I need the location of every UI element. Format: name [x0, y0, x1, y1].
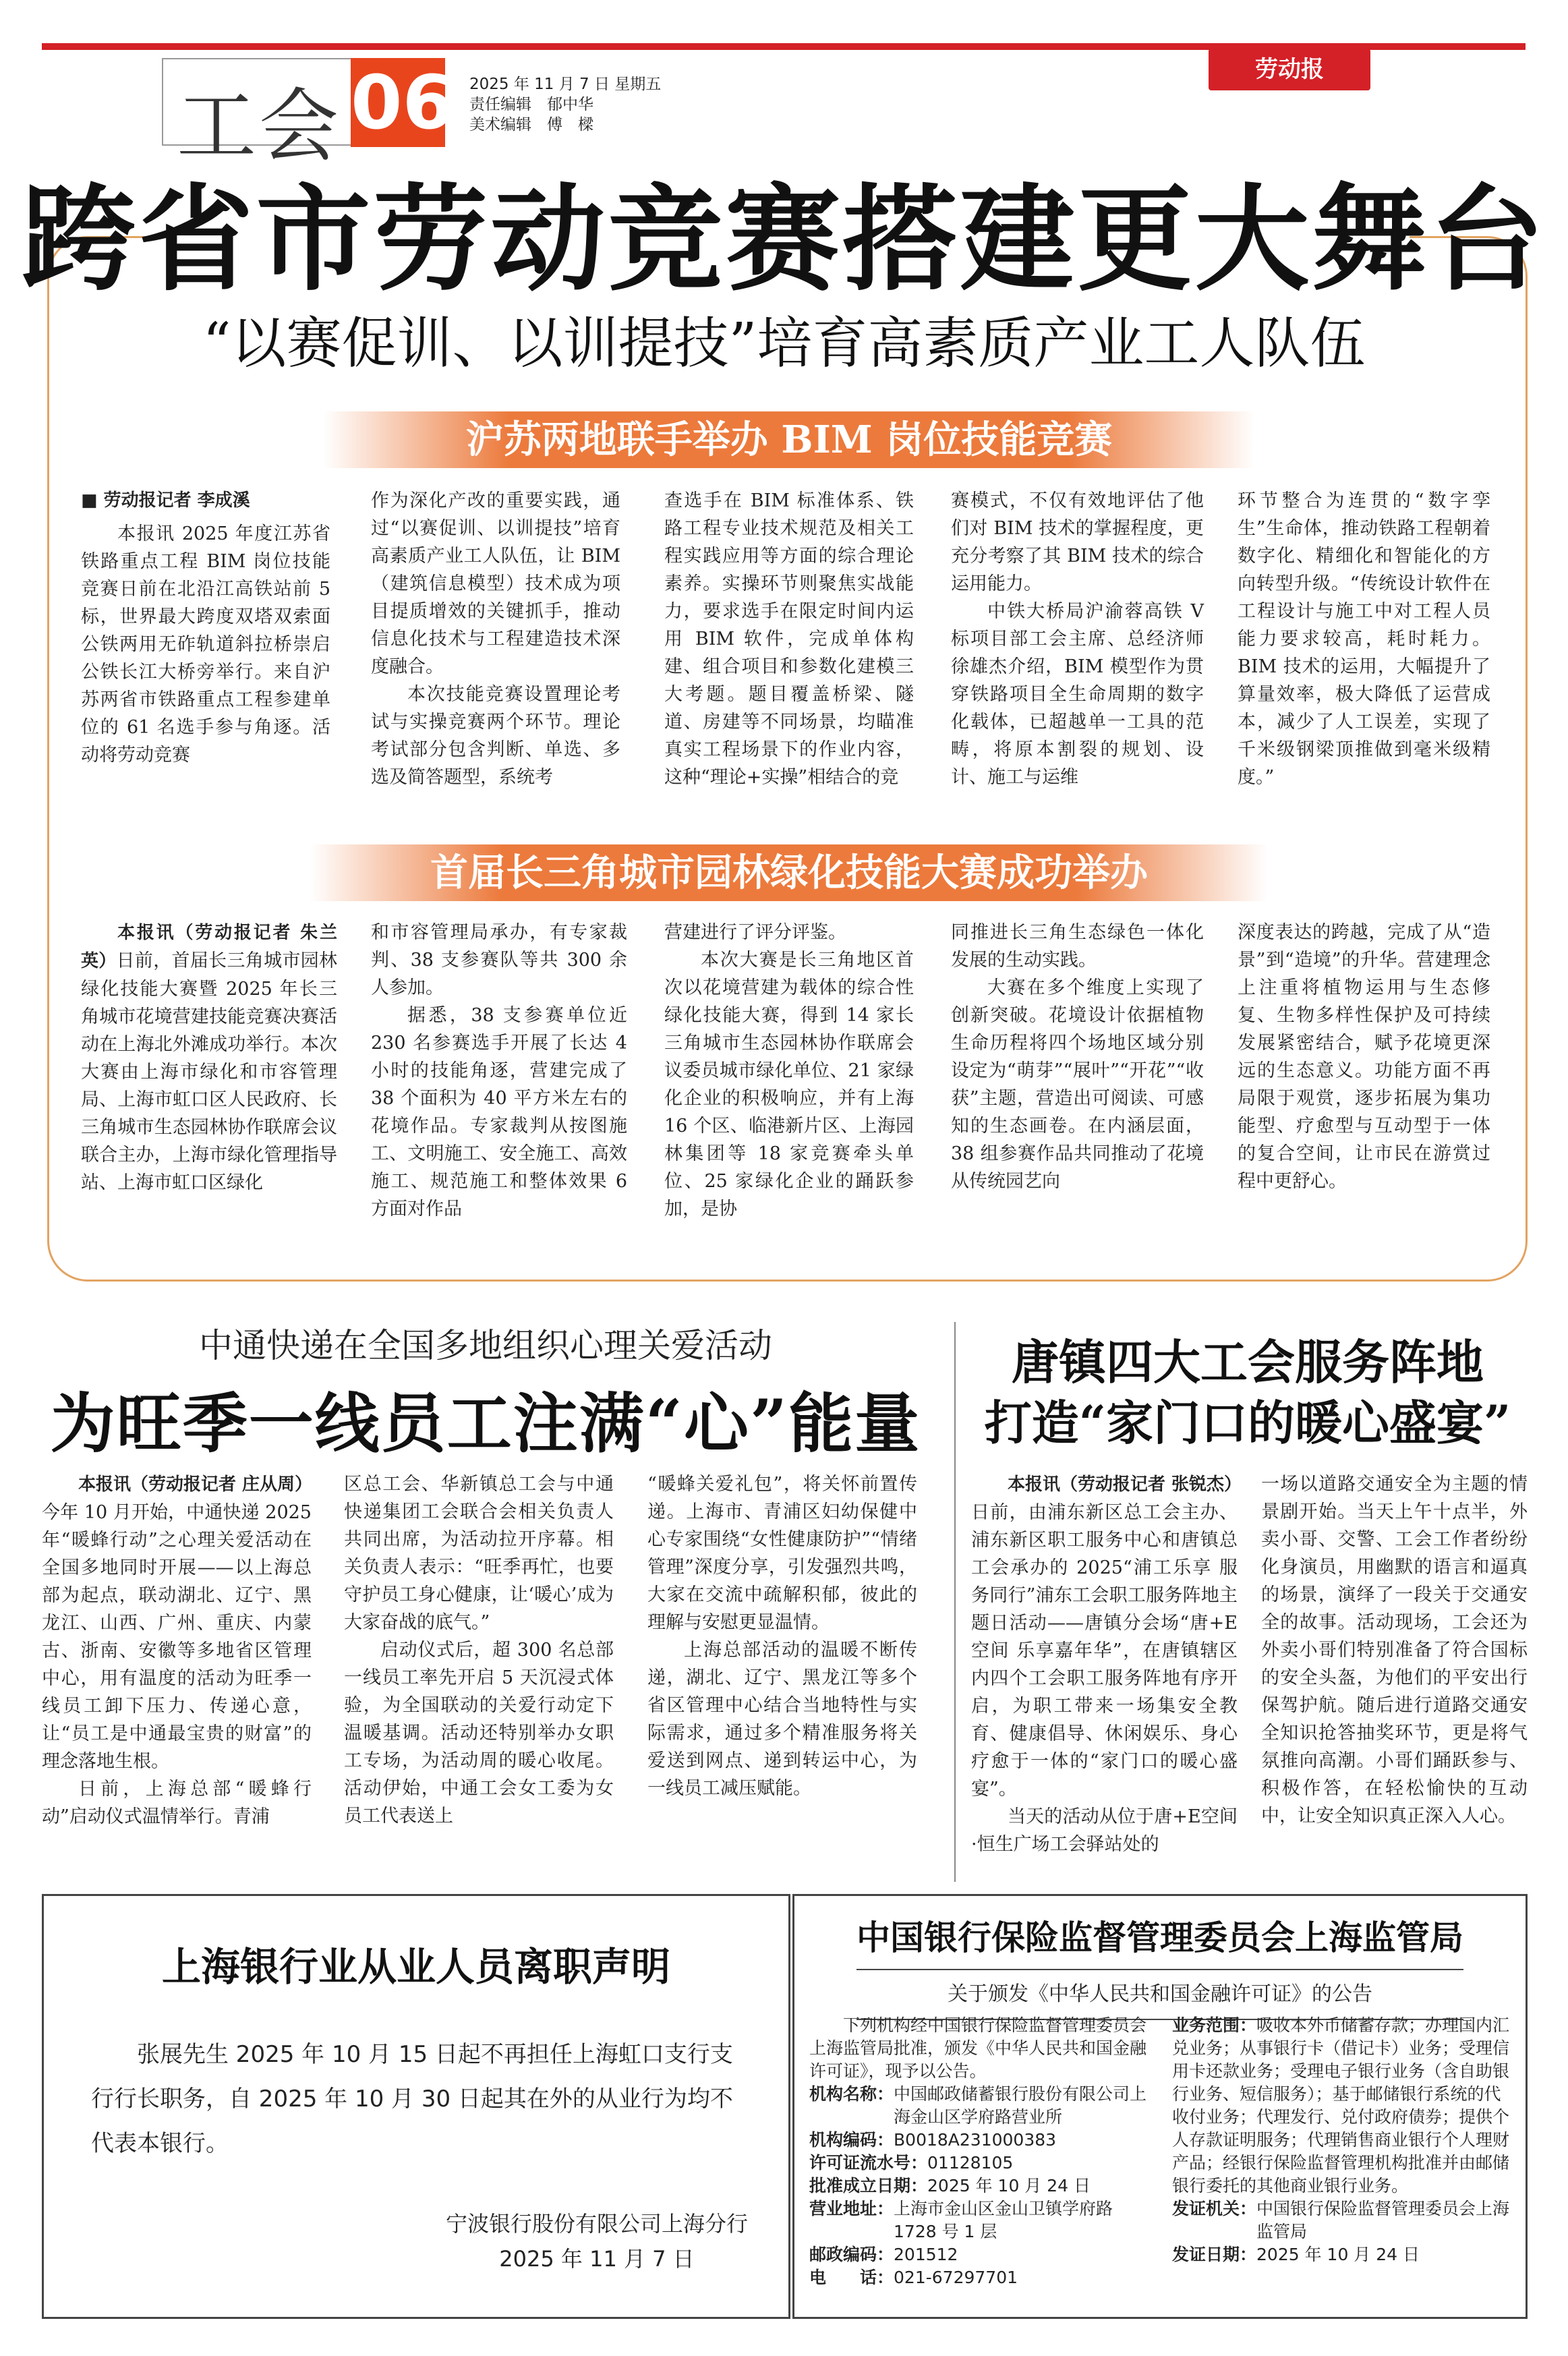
story1-byline: ■ 劳动报记者 李成溪	[81, 490, 250, 511]
story4-col2: 一场以道路交通安全为主题的情景剧开始。当天上午十点半，外卖小哥、交警、工会工作者纷纷化身演员，用幽默的语言和逼真的场景，演绎了一段关于交通安全的故事。活动现场，工会还为外卖小哥们特别准备了符合国标的安全头盔，为他们的平安出行保驾护航。随后进行道路交通安全知识抢答抽奖环节，更是将气氛推向高潮。小哥们踊跃参与、积极作答，在轻松愉快的互动中，让安全知识真正深入人心。	[1261, 1474, 1528, 1827]
ad2-subtitle: 关于颁发《中华人民共和国金融许可证》的公告	[948, 1982, 1372, 2006]
story2-col4: 同推进长三角生态绿色一体化发展的生动实践。 大赛在多个维度上实现了创新突破。花境设计依据植物生命历程将四个场地区域分别设定为“萌芽”“展叶”“开花”“收获”主题，营造出可阅读、可感知的生态画卷。在内涵层面，38 组参赛作品共同推动了花境从传统园艺向	[951, 922, 1204, 1192]
story4-col1: 本报讯（劳动报记者 张锐杰）日前，由浦东新区总工会主办、浦东新区职工服务中心和唐镇总工会承办的 2025“浦工乐享 服务同行”浦东工会职工服务阵地主题日活动——唐镇分会场“唐+E 空间 乐享嘉年华”，在唐镇辖区内四个工会职工服务阵地有序开启，为职工带来一场集安全教育、健康倡导、休闲娱乐、身心疗愈于一体的“家门口的暖心盛宴”。 当天的活动从位于唐+E空间·恒生广场工会驿站处的	[971, 1474, 1242, 1855]
column-divider	[954, 1322, 956, 1882]
story1-band: 沪苏两地联手举办 BIM 岗位技能竞赛	[324, 411, 1254, 468]
story2-col2: 和市容管理局承办，有专家裁判、38 支参赛队等共 300 余人参加。 据悉，38 支参赛单位近 230 名参赛选手开展了长达 4 小时的技能角逐，营建完成了 38 个面积为 40 平方米左右的花境作品。专家裁判从按图施工、文明施工、安全施工、高效施工、规范施工和整体效果 6 方面对作品	[371, 922, 627, 1219]
story2-band: 首届长三角城市园林绿化技能大赛成功举办	[310, 844, 1268, 901]
story3-kicker: 中通快递在全国多地组织心理关爱活动	[199, 1326, 772, 1365]
story4-byline: 本报讯（劳动报记者 张锐杰）	[1008, 1474, 1242, 1495]
story1-col3: 查选手在 BIM 标准体系、铁路工程专业技术规范及相关工程实践应用等方面的综合理论素养。实操环节则聚焦实战能力，要求选手在限定时间内运用 BIM 软件，完成单体构建、组合项目和参数化建模三大考题。题目覆盖桥梁、隧道、房建等不同场景，均瞄准真实工程场景下的作业内容，这种“理论+实操”相结合的竞	[664, 490, 914, 788]
ad2-field-row: 许可证流水号： 01128105	[809, 2153, 1014, 2173]
editor: 责任编辑 郁中华	[469, 96, 593, 113]
story4-headline: 唐镇四大工会服务阵地 打造“家门口的暖心盛宴”	[984, 1334, 1511, 1451]
ad2-field-row: 邮政编码： 201512	[809, 2245, 958, 2264]
story2-col5: 深度表达的跨越，完成了从“造景”到“造境”的升华。营建理念上注重将植物运用与生态修复、生物多样性保护及可持续发展紧密结合，赋予花境更深远的生态意义。功能方面不再局限于观赏，逐步拓展为集功能型、疗愈型与互动型于一体的复合空间，让市民在游赏过程中更舒心。	[1238, 922, 1490, 1192]
ad2-fields	[809, 2083, 1153, 2289]
story1-col2: 作为深化产改的重要实践，通过“以赛促训、以训提技”培育高素质产业工人队伍，让 BIM（建筑信息模型）技术成为项目提质增效的关键抓手，推动信息化技术与工程建造技术深度融合。 本次技能竞赛设置理论考试与实操竞赛两个环节。理论考试部分包含判断、单选、多选及简答题型，系统考	[371, 490, 620, 788]
story2-byline: 本报讯（劳动报记者 朱兰英）	[81, 923, 337, 971]
ad2-field-row: 机构名称： 中国邮政储蓄银行股份有限公司上海金山区学府路营业所	[809, 2084, 1147, 2127]
story3-byline: 本报讯（劳动报记者 庄从周）	[78, 1474, 313, 1495]
lead-subheadline: “以赛促训、以训提技”培育高素质产业工人队伍	[202, 312, 1366, 376]
page-number: 06	[351, 59, 455, 146]
ad-license-notice	[792, 1894, 1528, 2319]
section-name: 工会	[177, 80, 342, 173]
ad2-right-col: 业务范围：吸收本外币储蓄存款；办理国内汇兑业务；从事银行卡（借记卡）业务；受理信用卡还款业务；受理电子银行业务（含自助银行业务、短信服务）；基于邮储银行系统的代收付业务；代理发行、兑付政府债券；提供个人存款证明服务；代理销售商业银行个人理财产品；经银行保险监督管理机构批准并由邮储银行委托的其他商业银行业务。 发证机关： 中国银行保险监督管理委员会上海监管局 发证日期： 2025 年 10 月 24 日	[1172, 2015, 1510, 2264]
newspaper-logo: 劳动报	[1209, 49, 1370, 90]
story2-col3: 营建进行了评分评鉴。 本次大赛是长三角地区首次以花境营建为载体的综合性绿化技能大赛，得到 14 家长三角城市生态园林协作联席会议委员城市绿化单位、21 家绿化企业的积极响应，并有上海 16 个区、临港新片区、上海园林集团等 18 家竞赛牵头单位、25 家绿化企业的踊跃参加，是协	[664, 922, 914, 1219]
story3-headline: 为旺季一线员工注满“心”能量	[50, 1385, 921, 1462]
lead-headline: 跨省市劳动竞赛搭建更大舞台	[21, 172, 1547, 307]
story3-col2: 区总工会、华新镇总工会与中通快递集团工会联合会相关负责人共同出席，为活动拉开序幕。相关负责人表示：“旺季再忙，也要守护员工身心健康，让‘暖心’成为大家奋战的底气。” 启动仪式后，超 300 名总部一线员工率先开启 5 天沉浸式体验，为全国联动的关爱行动定下温暖基调。活动还特别举办女职工专场，为活动周的暖心收尾。活动伊始，中通工会女工委为女员工代表送上	[344, 1474, 614, 1827]
ad1-body: 张展先生 2025 年 10 月 15 日起不再担任上海虹口支行支行行长职务，自 2025 年 10 月 30 日起其在外的从业行为均不代表本银行。	[91, 2041, 733, 2157]
story1-col4: 赛模式，不仅有效地评估了他们对 BIM 技术的掌握程度，更充分考察了其 BIM 技术的综合运用能力。 中铁大桥局沪渝蓉高铁 V 标项目部工会主席、总经济师徐雄杰介绍，BIM 模型作为贯穿铁路项目全生命周期的数字化载体，已超越单一工具的范畴，将原本割裂的规划、设计、施工与运维	[951, 490, 1204, 788]
ad1-title: 上海银行业从业人员离职声明	[161, 1944, 670, 1990]
story3-col3: “暖蜂关爱礼包”，将关怀前置传递。上海市、青浦区妇幼保健中心专家围绕“女性健康防护”“情绪管理”深度分享，引发强烈共鸣，大家在交流中疏解积郁，彼此的理解与安慰更显温情。 上海总部活动的温暖不断传递，湖北、辽宁、黑龙江等多个省区管理中心结合当地特性与实际需求，通过多个精准服务将关爱送到网点、递到转运中心，为一线员工减压赋能。	[647, 1474, 917, 1799]
ad2-field-row: 营业地址： 上海市金山区金山卫镇学府路 1728 号 1 层	[809, 2199, 1113, 2241]
ad-resignation	[42, 1894, 790, 2319]
ad2-title: 中国银行保险监督管理委员会上海监管局	[856, 1918, 1463, 1957]
ad1-signature: 宁波银行股份有限公司上海分行 2025 年 11 月 7 日	[445, 2211, 748, 2272]
ad2-field-row: 批准成立日期： 2025 年 10 月 24 日	[809, 2176, 1091, 2195]
ad2-field-row: 电 话： 021-67297701	[809, 2268, 1018, 2287]
story2-col1: 本报讯（劳动报记者 朱兰英）日前，首届长三角城市园林绿化技能大赛暨 2025 年长三角城市花境营建技能竞赛决赛活动在上海北外滩成功举行。本次大赛由上海市绿化和市容管理局、上海市虹口区人民政府、长三角城市生态园林协作联席会议联合主办，上海市绿化管理指导站、上海市虹口区绿化	[81, 923, 337, 1193]
story1-col1: ■ 劳动报记者 李成溪 本报讯 2025 年度江苏省铁路重点工程 BIM 岗位技能竞赛日前在北沿江高铁站前 5 标，世界最大跨度双塔双索面公铁两用无砟轨道斜拉桥崇启公铁长江大桥旁举行。来自沪苏两省市铁路重点工程参建单位的 61 名选手参与角逐。活动将劳动竞赛	[81, 487, 330, 769]
story1-col5: 环节整合为连贯的“数字孪生”生命体，推动铁路工程朝着数字化、精细化和智能化的方向转型升级。“传统设计软件在工程设计与施工中对工程人员能力要求较高，耗时耗力。BIM 技术的运用，大幅提升了算量效率，极大降低了运营成本，减少了人工误差，实现了千米级钢梁顶推做到毫米级精度。”	[1238, 490, 1490, 788]
page-meta	[469, 74, 661, 135]
ad2-left-col: 下列机构经中国银行保险监督管理委员会上海监管局批准，颁发《中华人民共和国金融许可证》，现予以公告。 机构名称： 中国邮政储蓄银行股份有限公司上海金山区学府路营业所 机构编码： B0018A231000383 许可证流水号： 01128105 批准成立日期： 2025 年 10 月 24 日 营业地址： 上海市金山区金山卫镇学府路 1728 号 1 层 邮政编码： 201512 电 话： 021-67297701	[809, 2014, 1153, 2289]
story3-col1: 本报讯（劳动报记者 庄从周）今年 10 月开始，中通快递 2025 年“暖蜂行动”之心理关爱活动在全国多地同时开展——以上海总部为起点，联动湖北、辽宁、黑龙江、山西、广州、重庆、内蒙古、浙南、安徽等多地省区管理中心，用有温度的活动为旺季一线员工卸下压力、传递心意，让“员工是中通最宝贵的财富”的理念落地生根。 日前，上海总部“暖蜂行动”启动仪式温情举行。青浦	[42, 1474, 313, 1827]
ad2-field-row: 机构编码： B0018A231000383	[809, 2130, 1057, 2150]
art-editor: 美术编辑 傅 樑	[469, 116, 593, 134]
issue-date: 2025 年 11 月 7 日 星期五	[469, 76, 662, 93]
